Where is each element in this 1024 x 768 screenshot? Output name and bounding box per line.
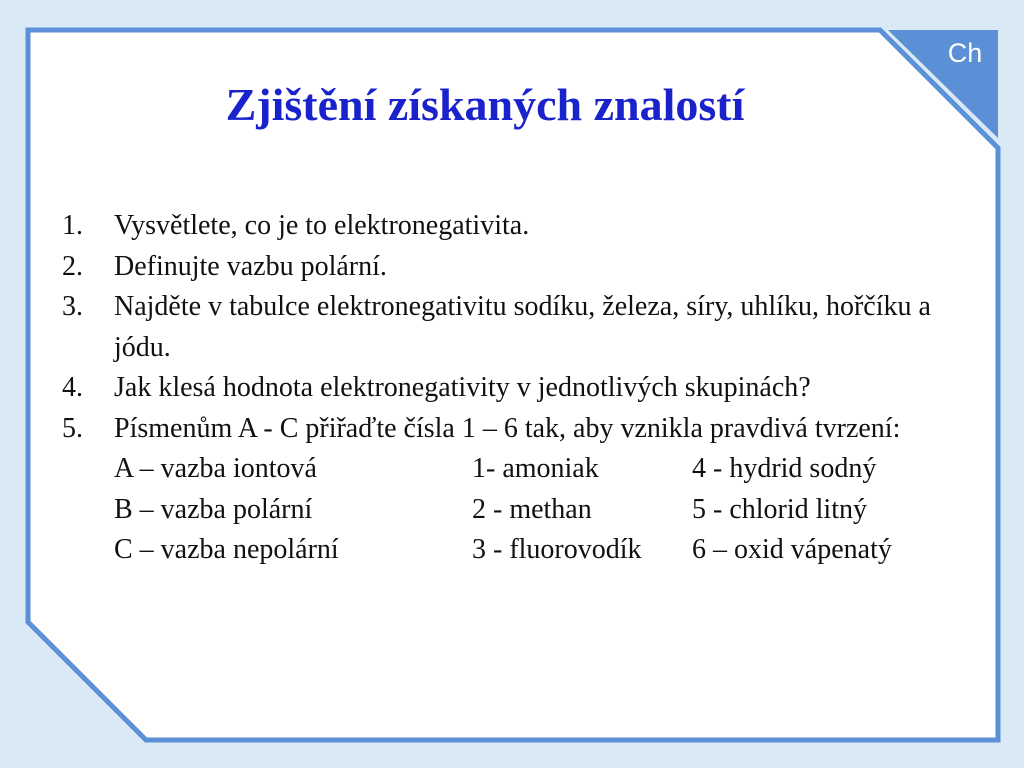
corner-label: Ch	[947, 38, 983, 68]
list-item	[62, 247, 982, 288]
compound-right: 4 - hydrid sodný	[692, 453, 877, 484]
list-item	[62, 287, 982, 368]
compound-left: 3 - fluorovodík	[472, 534, 642, 565]
item-number: 2.	[62, 250, 83, 282]
list-item	[62, 409, 982, 450]
item-number: 3.	[62, 291, 83, 322]
compound-left: 1- amoniak	[472, 453, 599, 484]
bond-type: A – vazba iontová	[114, 453, 317, 484]
list-item	[62, 368, 982, 409]
item-number: 1.	[62, 210, 83, 241]
list-item	[62, 206, 982, 247]
item-text: Vysvětlete, co je to elektronegativita.	[114, 210, 530, 241]
bond-type: B – vazba polární	[114, 493, 313, 525]
item-text: Definujte vazbu polární.	[114, 250, 387, 282]
item-number: 5.	[62, 412, 83, 444]
matching-row	[114, 449, 982, 490]
matching-row	[114, 530, 982, 571]
item-number: 4.	[62, 372, 83, 403]
compound-right: 6 – oxid vápenatý	[692, 534, 892, 565]
compound-right: 5 - chlorid litný	[692, 493, 867, 525]
item-text: Najděte v tabulce elektronegativitu sodíku, železa, síry, uhlíku, hořčíku a jódu.	[114, 291, 931, 363]
item-text: Jak klesá hodnota elektronegativity v jednotlivých skupinách?	[114, 372, 811, 403]
bond-type: C – vazba nepolární	[114, 534, 339, 565]
question-list	[62, 206, 982, 571]
matching-row	[114, 490, 982, 531]
compound-left: 2 - methan	[472, 493, 592, 525]
item-text: Písmenům A - C přiřaďte čísla 1 – 6 tak, aby vznikla pravdivá tvrzení:	[114, 412, 901, 444]
page-title: Zjištění získaných znalostí	[225, 79, 745, 130]
